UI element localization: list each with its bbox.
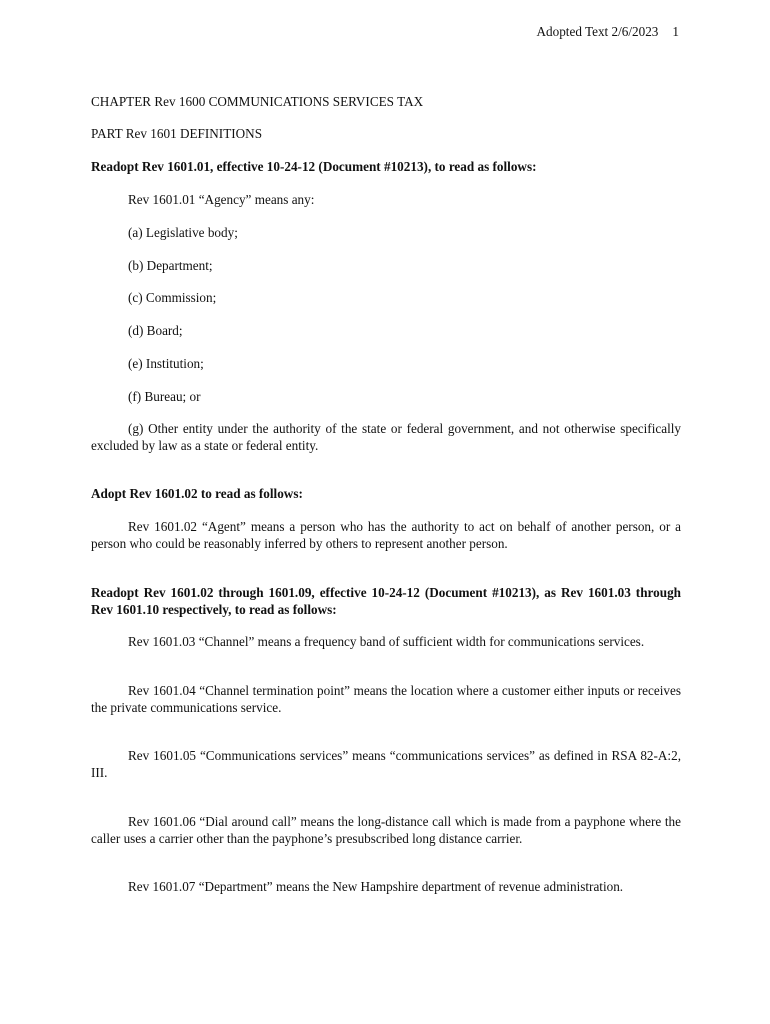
page-number: 1: [672, 24, 679, 39]
rev-1601-07-definition: Rev 1601.07 “Department” means the New Hampshire department of revenue administration.: [128, 879, 624, 894]
page-header: [537, 24, 680, 40]
rev-1601-04-definition: Rev 1601.04 “Channel termination point” means the location where a customer either inputs or receives the private communications service.: [91, 683, 681, 715]
rev-1601-03-definition: Rev 1601.03 “Channel” means a frequency band of sufficient width for communications services.: [128, 634, 645, 649]
readopt-1601-02-09-heading: Readopt Rev 1601.02 through 1601.09, effective 10-24-12 (Document #10213), as Rev 1601.03 through Rev 1601.10 respectively, to read as follows:: [91, 585, 681, 617]
part-title: PART Rev 1601 DEFINITIONS: [91, 126, 263, 141]
list-item-c: (c) Commission;: [128, 290, 217, 305]
list-item-a: (a) Legislative body;: [128, 225, 238, 240]
chapter-title: CHAPTER Rev 1600 COMMUNICATIONS SERVICES TAX: [91, 94, 424, 109]
rev-1601-01-definition: Rev 1601.01 “Agency” means any:: [128, 192, 315, 207]
readopt-1601-01-heading: Readopt Rev 1601.01, effective 10-24-12 (Document #10213), to read as follows:: [91, 159, 537, 174]
list-item-f: (f) Bureau; or: [128, 389, 201, 404]
list-item-b: (b) Department;: [128, 258, 213, 273]
list-item-g: (g) Other entity under the authority of the state or federal government, and not otherwise specifically excluded by law as a state or federal entity.: [91, 421, 681, 453]
rev-1601-05-definition: Rev 1601.05 “Communications services” means “communications services” as defined in RSA 82-A:2, III.: [91, 748, 681, 780]
list-item-d: (d) Board;: [128, 323, 183, 338]
rev-1601-02-definition: Rev 1601.02 “Agent” means a person who has the authority to act on behalf of another person, or a person who could be reasonably inferred by others to represent another person.: [91, 519, 681, 551]
adopt-1601-02-heading: Adopt Rev 1601.02 to read as follows:: [91, 486, 303, 501]
rev-1601-06-definition: Rev 1601.06 “Dial around call” means the long-distance call which is made from a payphone where the caller uses a carrier other than the payphone’s presubscribed long distance carrier.: [91, 814, 681, 846]
adopted-text-label: Adopted Text 2/6/2023: [536, 24, 659, 39]
list-item-e: (e) Institution;: [128, 356, 204, 371]
